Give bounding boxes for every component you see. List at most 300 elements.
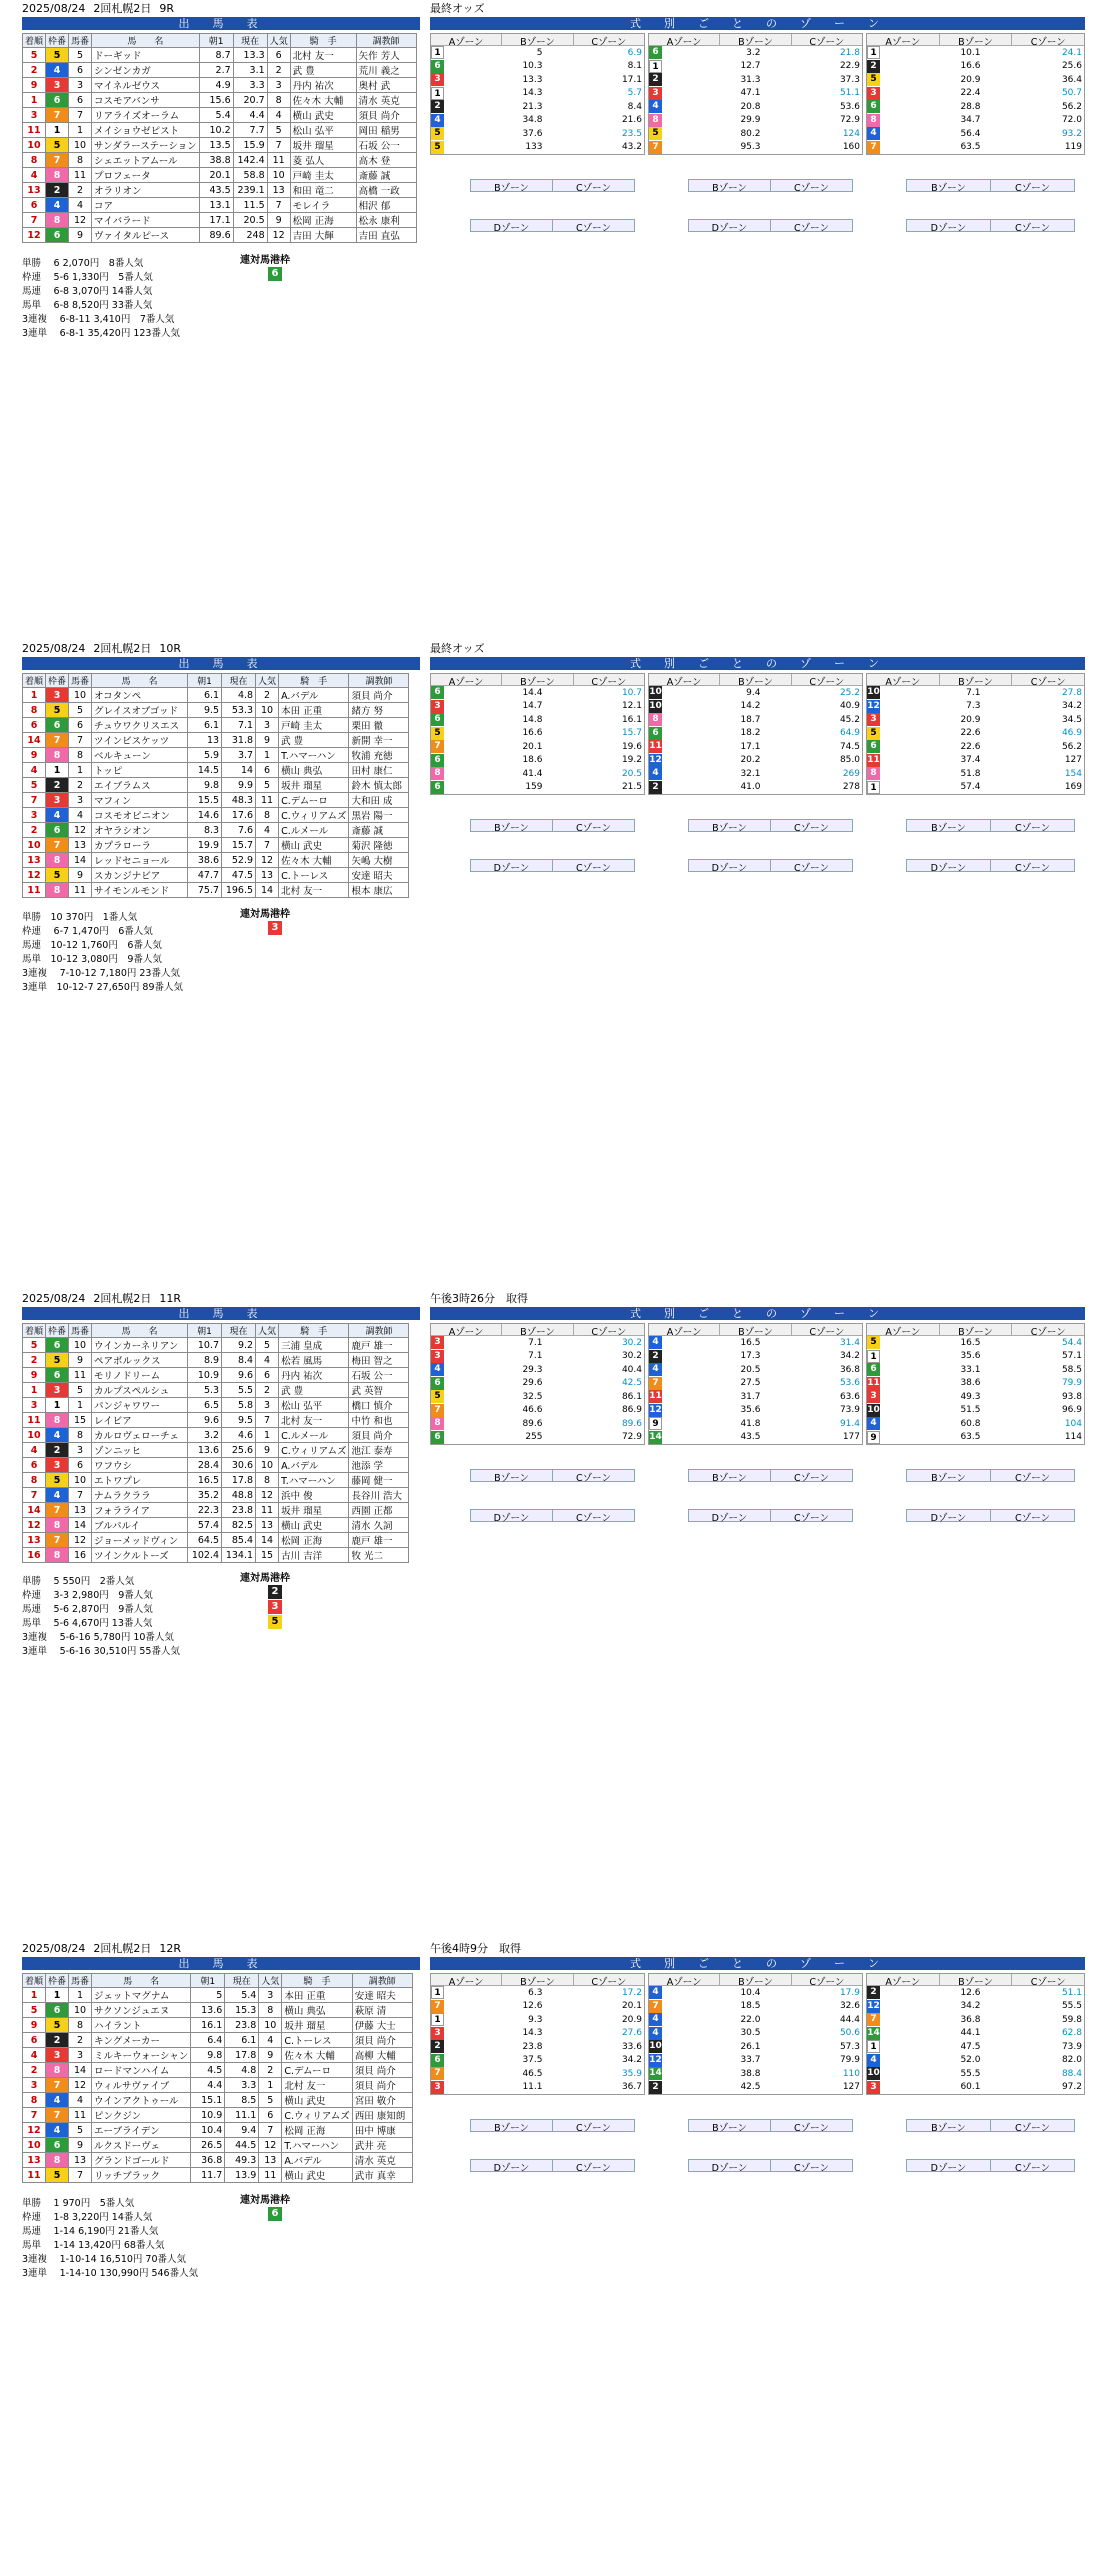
combo-number: 2 (649, 73, 662, 86)
horse-name[interactable]: メイショウゼピスト (92, 123, 200, 138)
finish-rank: 13 (23, 2153, 46, 2168)
entries-table (22, 1323, 409, 1563)
zone-cell[interactable] (649, 1404, 862, 1418)
horse-name[interactable]: コスモアバンサ (92, 93, 200, 108)
entry-row[interactable] (23, 48, 417, 63)
current-odds: 4.8 (222, 688, 256, 703)
zone-cell[interactable] (431, 1431, 644, 1445)
zone-cell[interactable] (649, 60, 862, 74)
zone-cell[interactable] (867, 2000, 1084, 2014)
current-odds: 23.8 (222, 1503, 256, 1518)
entry-row[interactable] (23, 228, 417, 243)
finish-rank: 1 (23, 688, 46, 703)
morning-odds: 89.6 (199, 228, 233, 243)
zone-cell[interactable] (431, 700, 644, 714)
odds-value-b: 119 (1064, 142, 1082, 153)
horse-name[interactable]: サクソンジュエヌ (92, 2003, 191, 2018)
zone-cell[interactable] (867, 713, 1084, 727)
current-odds: 17.8 (222, 1473, 256, 1488)
jockey-name: 横山 武史 (290, 108, 356, 123)
horse-name[interactable]: コスモオピニオン (92, 808, 188, 823)
entry-row[interactable] (23, 733, 409, 748)
horse-name[interactable]: マイバラード (92, 213, 200, 228)
entry-row[interactable] (23, 2138, 413, 2153)
entry-row[interactable] (23, 823, 409, 838)
horse-name[interactable]: ゾンニッヒ (92, 1443, 188, 1458)
odds-value-a: 20.8 (740, 101, 761, 112)
zone-cell[interactable] (649, 1350, 862, 1364)
jockey-name: 本田 正重 (282, 1988, 352, 2003)
entries-title-bar: 出 馬 表 (22, 657, 420, 670)
horse-number: 6 (69, 63, 92, 78)
entry-row[interactable] (23, 793, 409, 808)
horse-name[interactable]: シンゼンカガ (92, 63, 200, 78)
zone-cell[interactable] (431, 1363, 644, 1377)
horse-name[interactable]: グレイスオブゴッド (92, 703, 188, 718)
zone-cell[interactable] (867, 2081, 1084, 2095)
race-header (22, 640, 189, 656)
zone-cell[interactable] (649, 2000, 862, 2014)
trainer-name: 須貝 尚介 (352, 2078, 412, 2093)
morning-odds: 19.9 (188, 838, 222, 853)
horse-name[interactable]: オヤラシオン (92, 823, 188, 838)
zone-cell[interactable] (649, 2081, 862, 2095)
zone-cell[interactable] (431, 46, 644, 60)
horse-name[interactable]: スカンジナビア (92, 868, 188, 883)
zone-cell[interactable] (867, 114, 1084, 128)
entry-row[interactable] (23, 2048, 413, 2063)
odds-value-a: 80.2 (740, 128, 761, 139)
horse-name[interactable]: プロフェータ (92, 168, 200, 183)
odds-value-b: 63.6 (839, 1391, 860, 1402)
zone-cell[interactable] (867, 754, 1084, 768)
entry-row[interactable] (23, 763, 409, 778)
entry-row[interactable] (23, 1398, 409, 1413)
zone-cell[interactable] (867, 2054, 1084, 2068)
horse-name[interactable]: リッチブラック (92, 2168, 191, 2183)
combo-number: 3 (867, 2081, 880, 2094)
zone-cell[interactable] (431, 114, 644, 128)
zone-cell[interactable] (431, 2040, 644, 2054)
subzone-label-b: Bゾーン (689, 2120, 771, 2131)
zone-cell[interactable] (649, 767, 862, 781)
frame-number: 5 (46, 1473, 69, 1488)
horse-name[interactable]: パンジャワワー (92, 1398, 188, 1413)
horse-name[interactable]: サイモンルモンド (92, 883, 188, 898)
horse-name[interactable]: ナムラクララ (92, 1488, 188, 1503)
current-odds: 3.1 (233, 63, 267, 78)
entry-row[interactable] (23, 213, 417, 228)
entry-row[interactable] (23, 1518, 409, 1533)
current-odds: 4.6 (222, 1428, 256, 1443)
current-odds: 23.8 (225, 2018, 259, 2033)
jockey-name: 武 豊 (279, 1383, 349, 1398)
horse-number: 6 (69, 93, 92, 108)
zone-cell[interactable] (431, 73, 644, 87)
combo-number: 3 (431, 1350, 444, 1363)
zone-cell[interactable] (649, 100, 862, 114)
zone-cell[interactable] (867, 767, 1084, 781)
horse-name[interactable]: エイブラムス (92, 778, 188, 793)
horse-name[interactable]: フォラライア (92, 1503, 188, 1518)
zone-cell[interactable] (649, 2040, 862, 2054)
zone-cell[interactable] (867, 781, 1084, 795)
zone-cell[interactable] (867, 700, 1084, 714)
horse-name[interactable]: ミルキーウォーシャン (92, 2048, 191, 2063)
zone-cell[interactable] (867, 1417, 1084, 1431)
zone-cell[interactable] (431, 2000, 644, 2014)
zone-cell[interactable] (431, 1986, 644, 2000)
zone-cell[interactable] (649, 2067, 862, 2081)
jockey-name: 坂井 瑠星 (282, 2018, 352, 2033)
zone-cell[interactable] (867, 87, 1084, 101)
finish-rank: 8 (23, 2093, 46, 2108)
zone-cell[interactable] (649, 713, 862, 727)
frame-number: 6 (46, 718, 69, 733)
horse-name[interactable]: ジェットマグナム (92, 1988, 191, 2003)
entry-row[interactable] (23, 1338, 409, 1353)
odds-value-b: 34.2 (621, 2055, 642, 2066)
zone-cell[interactable] (867, 1350, 1084, 1364)
zone-cell[interactable] (431, 1350, 644, 1364)
col-header-first: 朝1 (191, 1974, 225, 1988)
zone-label-c: Cゾーン (1030, 37, 1066, 48)
odds-value-a: 46.5 (522, 2068, 543, 2079)
entry-row[interactable] (23, 688, 409, 703)
zone-cell[interactable] (431, 2013, 644, 2027)
horse-name[interactable]: ルクスドーヴェ (92, 2138, 191, 2153)
horse-name[interactable]: グランドゴールド (92, 2153, 191, 2168)
horse-name[interactable]: マイネルゼウス (92, 78, 200, 93)
zone-cell[interactable] (431, 1417, 644, 1431)
zone-label-b: Bゾーン (502, 1324, 573, 1335)
horse-name[interactable]: チュウワクリスエス (92, 718, 188, 733)
entry-row[interactable] (23, 1488, 409, 1503)
zone-cell[interactable] (867, 1377, 1084, 1391)
zone-cell[interactable] (649, 727, 862, 741)
zone-cell[interactable] (867, 1404, 1084, 1418)
zone-cell[interactable] (649, 1431, 862, 1445)
zone-cell[interactable] (867, 60, 1084, 74)
entry-row[interactable] (23, 1458, 409, 1473)
entry-row[interactable] (23, 78, 417, 93)
entry-row[interactable] (23, 183, 417, 198)
zone-cell[interactable] (867, 2013, 1084, 2027)
zone-cell[interactable] (649, 141, 862, 155)
zone-title-bar: 式 別 ご と の ゾ ー ン (430, 657, 1085, 670)
race-section-r11 (0, 1290, 1093, 1930)
horse-name[interactable]: ウインアクトゥール (92, 2093, 191, 2108)
entry-row[interactable] (23, 93, 417, 108)
frame-number: 5 (46, 138, 69, 153)
horse-name[interactable]: マフィン (92, 793, 188, 808)
odds-value-b: 127 (842, 2082, 860, 2093)
entry-row[interactable] (23, 1548, 409, 1563)
zone-cell[interactable] (867, 1986, 1084, 2000)
zone-cell[interactable] (649, 87, 862, 101)
odds-value-a: 42.5 (740, 2082, 761, 2093)
horse-name[interactable]: ツインクルトーズ (92, 1548, 188, 1563)
zone-cell[interactable] (649, 2054, 862, 2068)
horse-name[interactable]: オコタンペ (92, 688, 188, 703)
entry-row[interactable] (23, 1413, 409, 1428)
odds-value-b: 30.2 (621, 1337, 642, 1348)
zone-cell[interactable] (431, 60, 644, 74)
zone-cell[interactable] (431, 87, 644, 101)
odds-value-a: 38.6 (960, 1378, 981, 1389)
horse-name[interactable]: ウインカーネリアン (92, 1338, 188, 1353)
odds-value-a: 38.8 (740, 2068, 761, 2079)
horse-name[interactable]: モリノドリーム (92, 1368, 188, 1383)
subzone-label-b: Bゾーン (907, 2120, 991, 2131)
horse-name[interactable]: ハイラント (92, 2018, 191, 2033)
entry-row[interactable] (23, 1988, 413, 2003)
zone-cell[interactable] (431, 767, 644, 781)
zone-cell[interactable] (431, 141, 644, 155)
combo-number: 7 (867, 2013, 880, 2026)
zone-cell[interactable] (431, 713, 644, 727)
zone-cell[interactable] (649, 1363, 862, 1377)
entry-row[interactable] (23, 168, 417, 183)
entry-row[interactable] (23, 2093, 413, 2108)
entry-row[interactable] (23, 2153, 413, 2168)
combo-number: 10 (649, 2041, 662, 2052)
entry-row[interactable] (23, 1473, 409, 1488)
jockey-name: A.バデル (279, 688, 349, 703)
combo-number: 8 (431, 767, 444, 780)
entry-row[interactable] (23, 883, 409, 898)
frame-number: 1 (46, 123, 69, 138)
zone-cell[interactable] (431, 2081, 644, 2095)
combo-number: 2 (867, 1986, 880, 1999)
entry-row[interactable] (23, 2108, 413, 2123)
trainer-name: 須貝 尚介 (352, 2033, 412, 2048)
combo-number: 9 (649, 1417, 662, 1430)
trainer-name: 田村 康仁 (349, 763, 409, 778)
link-frame-box: 6 (268, 267, 282, 281)
zone-cell[interactable] (649, 781, 862, 795)
entry-row[interactable] (23, 1503, 409, 1518)
zone-cell[interactable] (649, 73, 862, 87)
popularity: 10 (256, 1458, 279, 1473)
entry-row[interactable] (23, 2168, 413, 2183)
horse-name[interactable]: エーブライデン (92, 2123, 191, 2138)
entry-row[interactable] (23, 718, 409, 733)
zone-cell[interactable] (867, 2067, 1084, 2081)
odds-value-b: 46.9 (1061, 728, 1082, 739)
entry-row[interactable] (23, 138, 417, 153)
horse-name[interactable]: レッドセニョール (92, 853, 188, 868)
odds-value-b: 20.1 (621, 2001, 642, 2012)
zone-cell[interactable] (431, 2054, 644, 2068)
entry-row[interactable] (23, 153, 417, 168)
entry-row[interactable] (23, 2078, 413, 2093)
horse-name[interactable]: エトワプレ (92, 1473, 188, 1488)
frame-number: 4 (46, 808, 69, 823)
link-frame-box: 2 (268, 1585, 282, 1599)
zone-cell[interactable] (867, 1336, 1084, 1350)
entry-row[interactable] (23, 1353, 409, 1368)
horse-name[interactable]: トッピ (92, 763, 188, 778)
horse-name[interactable]: サンダラーステーション (92, 138, 200, 153)
odds-value-a: 22.6 (960, 741, 981, 752)
zone-cell[interactable] (867, 1363, 1084, 1377)
finish-rank: 1 (23, 1383, 46, 1398)
zone-cell[interactable] (431, 2027, 644, 2041)
zone-cell[interactable] (649, 700, 862, 714)
race-header (22, 1290, 189, 1306)
zone-cell[interactable] (867, 686, 1084, 700)
zone-cell[interactable] (431, 1377, 644, 1391)
entry-row[interactable] (23, 1533, 409, 1548)
zone-cell[interactable] (867, 1390, 1084, 1404)
horse-name[interactable]: ピンクジン (92, 2108, 191, 2123)
zone-cell[interactable] (649, 740, 862, 754)
subzone-bc (906, 2119, 1075, 2132)
frame-number: 5 (46, 1353, 69, 1368)
zone-cell[interactable] (649, 1377, 862, 1391)
entry-row[interactable] (23, 2018, 413, 2033)
horse-name[interactable]: シェエットアムール (92, 153, 200, 168)
entry-row[interactable] (23, 2003, 413, 2018)
jockey-name: C.トーレス (282, 2033, 352, 2048)
entry-row[interactable] (23, 1428, 409, 1443)
horse-name[interactable]: ロードマンハイム (92, 2063, 191, 2078)
jockey-name: T.ハマーハン (282, 2138, 352, 2153)
zone-cell[interactable] (867, 100, 1084, 114)
entry-row[interactable] (23, 2033, 413, 2048)
zone-cell[interactable] (649, 46, 862, 60)
entry-row[interactable] (23, 703, 409, 718)
horse-name[interactable]: ワフウシ (92, 1458, 188, 1473)
zone-cell[interactable] (431, 740, 644, 754)
entry-row[interactable] (23, 748, 409, 763)
entry-row[interactable] (23, 123, 417, 138)
entry-row[interactable] (23, 2063, 413, 2078)
horse-name[interactable]: オラリオン (92, 183, 200, 198)
col-header-jockey: 騎 手 (290, 34, 356, 48)
zone-cell[interactable] (867, 46, 1084, 60)
zone-cell[interactable] (649, 114, 862, 128)
zone-cell[interactable] (867, 73, 1084, 87)
zone-cell[interactable] (431, 1390, 644, 1404)
zone-cell[interactable] (431, 727, 644, 741)
race-date: 2025/08/24 (22, 642, 86, 655)
horse-name[interactable]: カプラローラ (92, 838, 188, 853)
entries-header-row (23, 34, 417, 48)
entry-row[interactable] (23, 808, 409, 823)
horse-name[interactable]: カルプスペルシュ (92, 1383, 188, 1398)
zone-cell[interactable] (867, 2040, 1084, 2054)
zone-cell[interactable] (649, 754, 862, 768)
horse-name[interactable]: キングメーカー (92, 2033, 191, 2048)
entry-row[interactable] (23, 108, 417, 123)
zone-cell[interactable] (431, 686, 644, 700)
morning-odds: 9.5 (188, 703, 222, 718)
zone-cell[interactable] (649, 2027, 862, 2041)
zone-cell[interactable] (649, 127, 862, 141)
zone-cell[interactable] (431, 754, 644, 768)
horse-number: 11 (69, 2108, 92, 2123)
zone-cell[interactable] (431, 100, 644, 114)
entry-row[interactable] (23, 853, 409, 868)
payout-line: 馬連 5-6 2,870円 9番人気 (22, 1604, 153, 1615)
zone-cell[interactable] (431, 2067, 644, 2081)
entry-row[interactable] (23, 1368, 409, 1383)
horse-number: 13 (69, 1503, 92, 1518)
horse-name[interactable]: リアライズオーラム (92, 108, 200, 123)
popularity: 5 (256, 778, 279, 793)
entry-row[interactable] (23, 198, 417, 213)
horse-name[interactable]: カルロヴェローチェ (92, 1428, 188, 1443)
zone-cell[interactable] (649, 686, 862, 700)
horse-name[interactable]: ベルキューン (92, 748, 188, 763)
horse-name[interactable]: コア (92, 198, 200, 213)
zone-cell[interactable] (431, 1336, 644, 1350)
subzone-label-b: Bゾーン (907, 820, 991, 831)
combo-number: 6 (649, 727, 662, 740)
finish-rank: 1 (23, 93, 46, 108)
horse-name[interactable]: ヴァイタルピース (92, 228, 200, 243)
odds-value-a: 7.1 (966, 687, 981, 698)
zone-cell[interactable] (867, 2027, 1084, 2041)
zone-cell[interactable] (649, 1336, 862, 1350)
zone-cell[interactable] (867, 141, 1084, 155)
entry-row[interactable] (23, 63, 417, 78)
combo-number: 6 (431, 1431, 444, 1444)
entry-row[interactable] (23, 1443, 409, 1458)
horse-name[interactable]: ブルパルイ (92, 1518, 188, 1533)
entry-row[interactable] (23, 838, 409, 853)
horse-name[interactable]: ウィルサヴァイブ (92, 2078, 191, 2093)
zone-cell[interactable] (867, 727, 1084, 741)
horse-name[interactable]: ドーギッド (92, 48, 200, 63)
horse-name[interactable]: ペアボルックス (92, 1353, 188, 1368)
frame-number: 3 (46, 2048, 69, 2063)
zone-cell[interactable] (649, 2013, 862, 2027)
finish-rank: 5 (23, 48, 46, 63)
horse-name[interactable]: ツインビスケッツ (92, 733, 188, 748)
popularity: 9 (256, 733, 279, 748)
subzone-label-c: Cゾーン (1015, 823, 1050, 834)
zone-cell[interactable] (649, 1417, 862, 1431)
zone-cell[interactable] (431, 127, 644, 141)
zone-cell[interactable] (431, 1404, 644, 1418)
frame-number: 8 (46, 168, 69, 183)
zone-cell[interactable] (867, 1431, 1084, 1445)
combo-number: 14 (867, 2027, 880, 2038)
trainer-name: 武 英智 (349, 1383, 409, 1398)
subzone-label-c: Cゾーン (794, 2163, 829, 2174)
zone-cell[interactable] (649, 1986, 862, 2000)
horse-name[interactable]: ジョーメッドヴィン (92, 1533, 188, 1548)
morning-odds: 10.2 (199, 123, 233, 138)
entry-row[interactable] (23, 2123, 413, 2138)
zone-cell[interactable] (431, 781, 644, 795)
jockey-name: C.ルメール (279, 823, 349, 838)
subzone-bc (470, 2119, 635, 2132)
horse-name[interactable]: レイビア (92, 1413, 188, 1428)
zone-cell[interactable] (649, 1390, 862, 1404)
jockey-name: 松山 弘平 (290, 123, 356, 138)
entry-row[interactable] (23, 778, 409, 793)
entry-row[interactable] (23, 1383, 409, 1398)
zone-label-b: Bゾーン (720, 34, 791, 45)
subzone-label-b: Bゾーン (907, 180, 991, 191)
entry-row[interactable] (23, 868, 409, 883)
zone-cell[interactable] (867, 127, 1084, 141)
zone-cell[interactable] (867, 740, 1084, 754)
